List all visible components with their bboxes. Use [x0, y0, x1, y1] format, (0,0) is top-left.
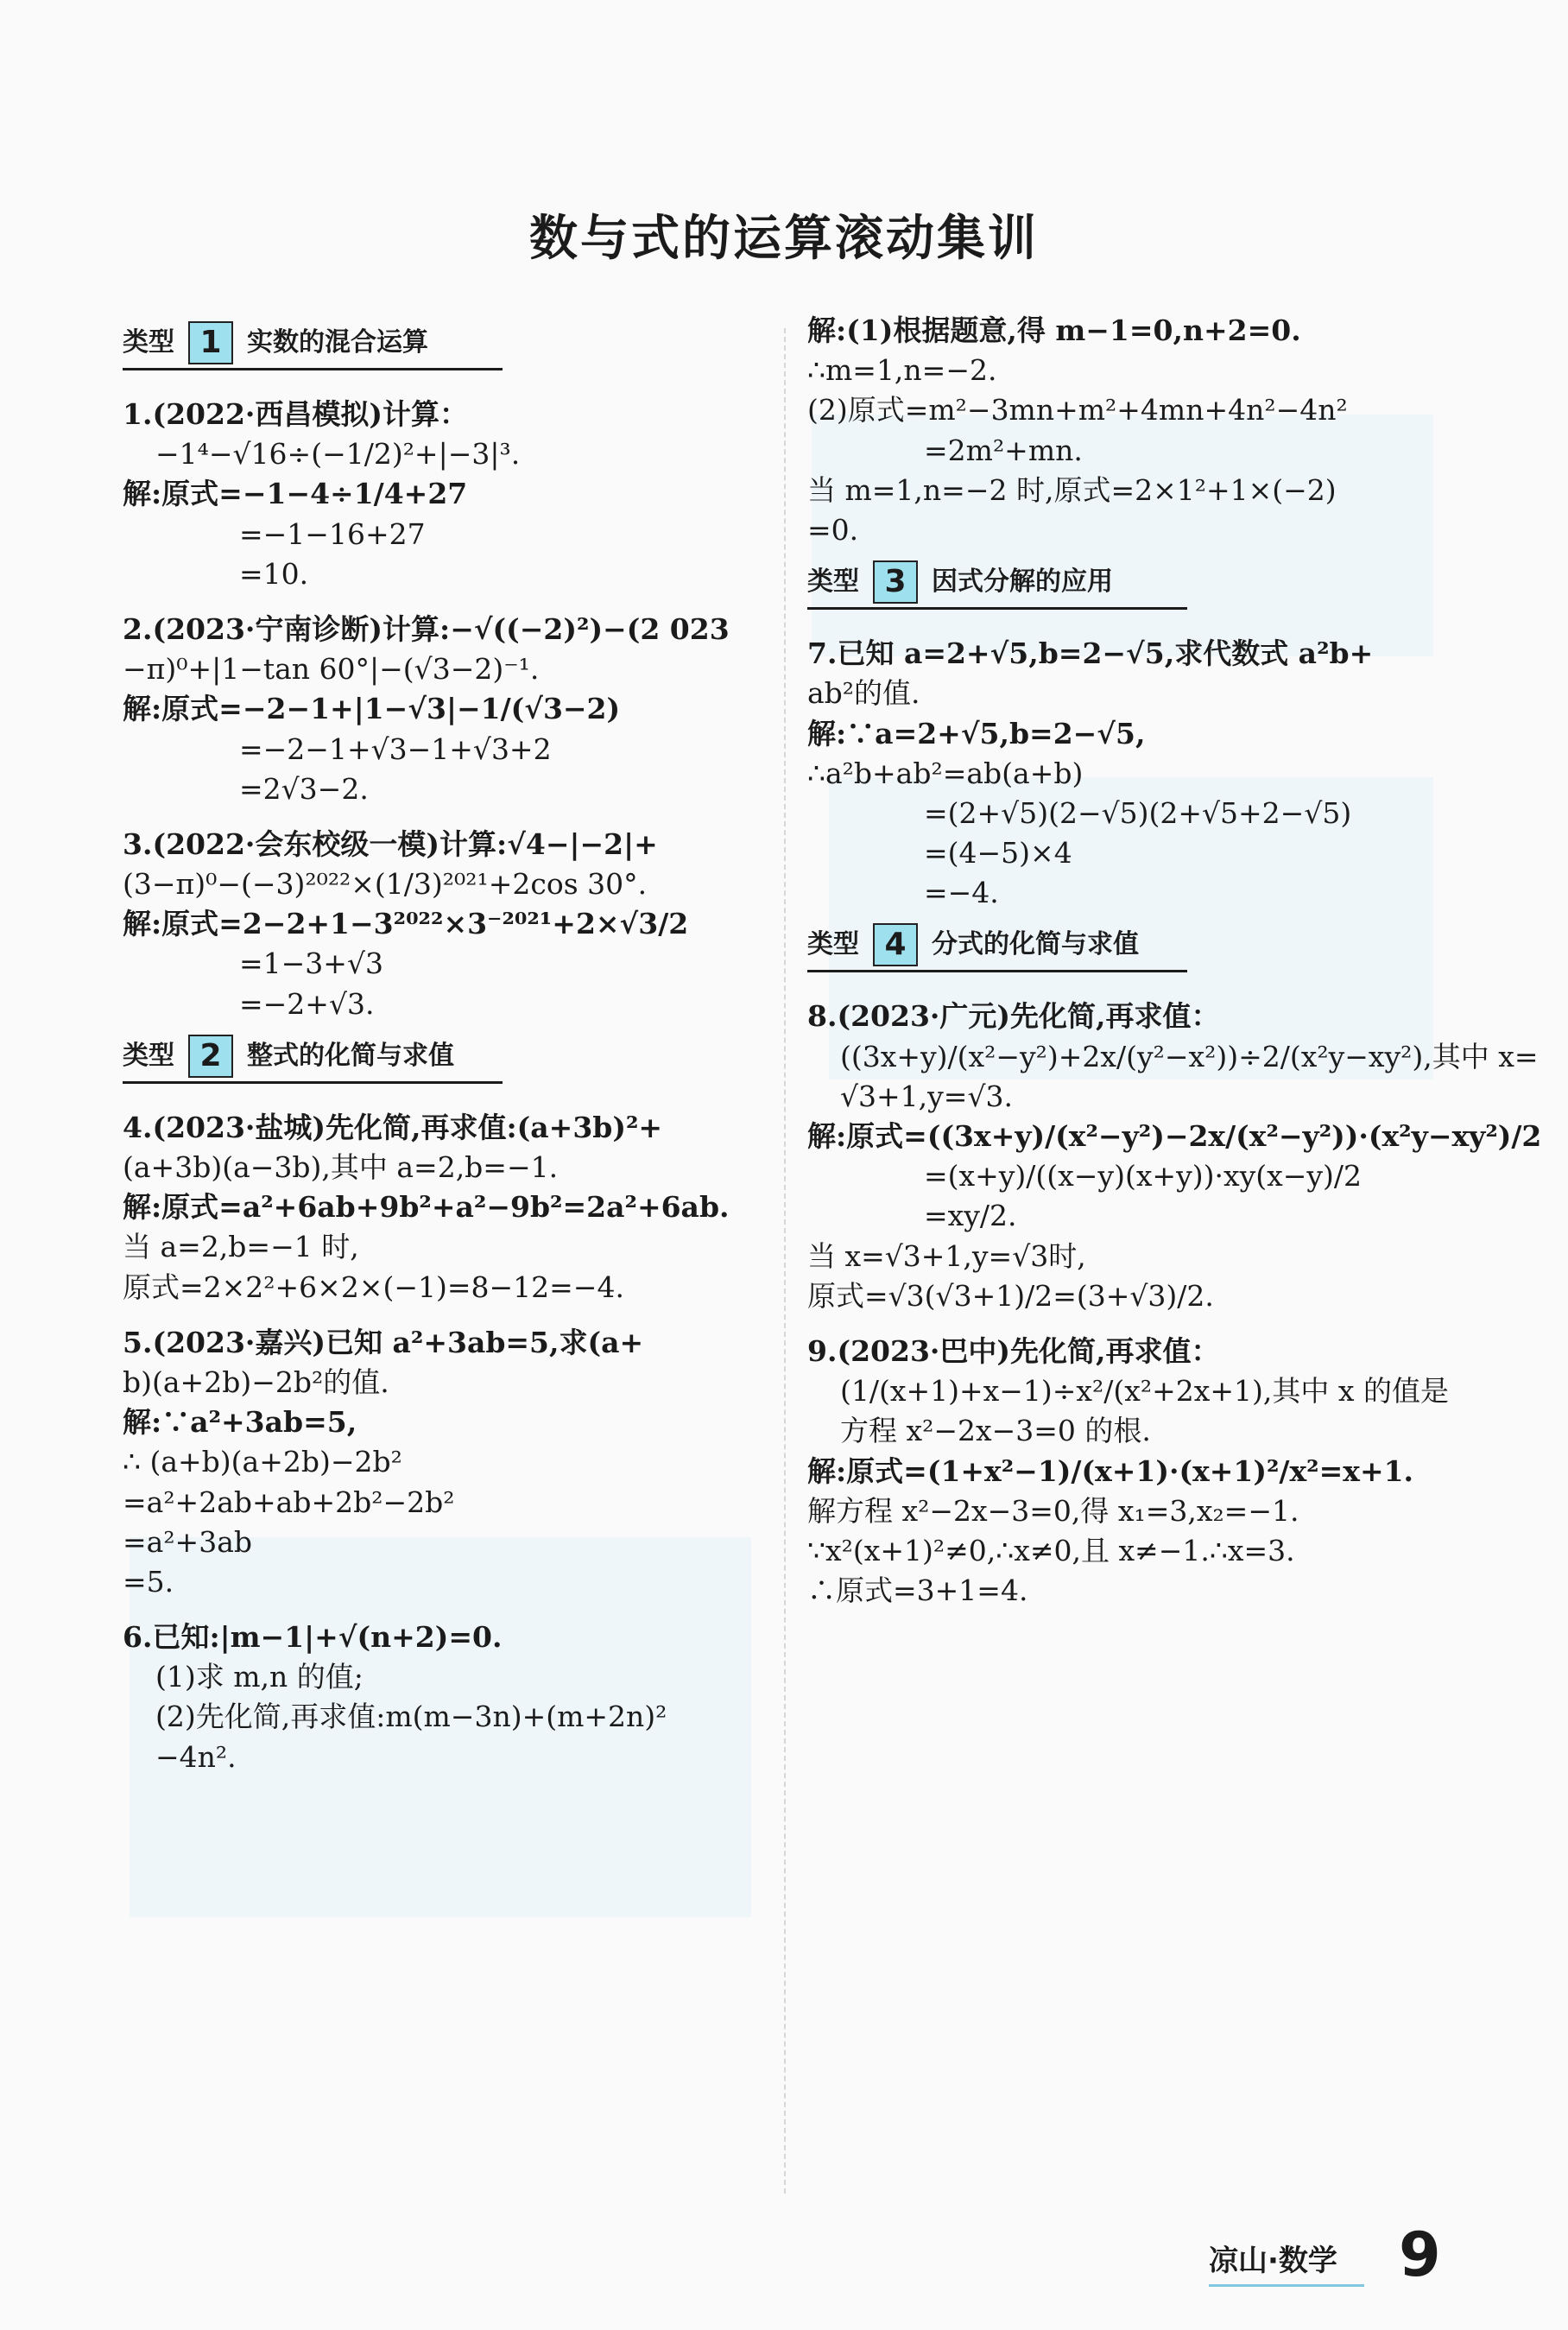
solution-continuation: =1−3+√3 [239, 947, 383, 981]
math-expression: −1⁴−√16÷(−1/2)²+|−3|³. [155, 437, 521, 472]
category-type-label: 类型 [123, 327, 174, 358]
solution-continuation: =−2+√3. [239, 986, 375, 1021]
category-type-label: 类型 [807, 929, 859, 960]
math-expression: (1/(x+1)+x−1)÷x²/(x²+2x+1),其中 x 的值是 [840, 1374, 1449, 1409]
text-line: 解方程 x²−2x−3=0,得 x₁=3,x₂=−1. [807, 1493, 1299, 1528]
text-line: b)(a+2b)−2b²的值. [123, 1364, 389, 1399]
text-line: =a²+3ab [123, 1524, 252, 1559]
category-number-badge: 2 [188, 1035, 233, 1078]
column-divider [784, 328, 786, 2194]
solution-continuation: =2m²+mn. [924, 433, 1083, 467]
page-title: 数与式的运算滚动集训 [529, 211, 1039, 267]
problem-statement: 8.(2023·广元)先化简,再求值： [807, 999, 1220, 1034]
category-heading [807, 560, 1187, 610]
footer-text: 凉山·数学 [1209, 2244, 1337, 2278]
solution-continuation: =2√3−2. [239, 771, 369, 806]
text-line: =0. [807, 512, 859, 547]
problem-statement: 4.(2023·盐城)先化简,再求值:(a+3b)²+ [123, 1110, 663, 1144]
category-number-badge: 4 [873, 923, 918, 966]
category-heading [123, 1035, 503, 1084]
text-line: ∵x²(x+1)²≠0,∴x≠0,且 x≠−1.∴x=3. [807, 1533, 1295, 1567]
page-number: 9 [1399, 2219, 1441, 2290]
text-line: ∴a²b+ab²=ab(a+b) [807, 756, 1084, 790]
text-line: 当 m=1,n=−2 时,原式=2×1²+1×(−2) [807, 472, 1337, 507]
category-heading [807, 923, 1187, 972]
solution-line: 解:原式=2−2+1−3²⁰²²×3⁻²⁰²¹+2×√3/2 [123, 907, 689, 941]
sub-question: (2)先化简,再求值:m(m−3n)+(m+2n)² [155, 1700, 667, 1734]
solution-continuation: =(x+y)/((x−y)(x+y))·xy(x−y)/2 [924, 1159, 1362, 1193]
category-title: 整式的化简与求值 [247, 1040, 454, 1071]
math-expression: ((3x+y)/(x²−y²)+2x/(y²−x²))÷2/(x²y−xy²),其中 x= [840, 1039, 1539, 1073]
footer-underline [1209, 2284, 1364, 2287]
solution-line: 解:原式=(1+x²−1)/(x+1)·(x+1)²/x²=x+1. [807, 1453, 1414, 1488]
right-column [807, 311, 1542, 1611]
solution-line: 解:原式=a²+6ab+9b²+a²−9b²=2a²+6ab. [123, 1190, 730, 1225]
left-column [123, 311, 770, 1777]
text-line: (a+3b)(a−3b),其中 a=2,b=−1. [123, 1150, 559, 1184]
category-number-badge: 3 [873, 560, 918, 604]
category-title: 实数的混合运算 [247, 327, 428, 358]
problem-statement: 6.已知:|m−1|+√(n+2)=0. [123, 1620, 503, 1655]
text-line: −π)⁰+|1−tan 60°|−(√3−2)⁻¹. [123, 652, 540, 687]
problem-statement: 3.(2022·会东校级一模)计算:√4−|−2|+ [123, 826, 658, 861]
category-number-badge: 1 [188, 321, 233, 364]
solution-line: 解:∵a=2+√5,b=2−√5, [807, 716, 1146, 750]
solution-continuation: =−4. [924, 876, 999, 910]
category-title: 因式分解的应用 [932, 567, 1113, 598]
problem-statement: 9.(2023·巴中)先化简,再求值： [807, 1333, 1220, 1368]
category-heading [123, 321, 503, 370]
text-line: ∴ (a+b)(a+2b)−2b² [123, 1445, 402, 1479]
text-line: 原式=√3(√3+1)/2=(3+√3)/2. [807, 1278, 1214, 1313]
category-type-label: 类型 [123, 1040, 174, 1071]
problem-statement: 7.已知 a=2+√5,b=2−√5,求代数式 a²b+ [807, 636, 1374, 671]
text-line: (3−π)⁰−(−3)²⁰²²×(1/3)²⁰²¹+2cos 30°. [123, 867, 648, 902]
sub-question: (1)求 m,n 的值; [155, 1660, 364, 1694]
solution-continuation: =(4−5)×4 [924, 836, 1072, 871]
text-line: =a²+2ab+ab+2b²−2b² [123, 1485, 455, 1519]
text-line: 当 a=2,b=−1 时, [123, 1230, 359, 1264]
text-line: 当 x=√3+1,y=√3时, [807, 1238, 1086, 1273]
category-type-label: 类型 [807, 567, 859, 598]
text-line: ∴原式=3+1=4. [807, 1573, 1028, 1608]
solution-continuation: =(2+√5)(2−√5)(2+√5+2−√5) [924, 795, 1352, 830]
category-title: 分式的化简与求值 [932, 929, 1139, 960]
text-line: (2)原式=m²−3mn+m²+4mn+4n²−4n² [807, 393, 1348, 427]
text-line: ∴m=1,n=−2. [807, 353, 997, 388]
solution-continuation: =−2−1+√3−1+√3+2 [239, 731, 552, 766]
solution-line: 解:∵a²+3ab=5, [123, 1405, 357, 1440]
problem-statement: 1.(2022·西昌模拟)计算： [123, 397, 469, 431]
math-expression: √3+1,y=√3. [840, 1079, 1013, 1113]
problem-statement: 5.(2023·嘉兴)已知 a²+3ab=5,求(a+ [123, 1325, 644, 1359]
solution-continuation: =10. [239, 556, 309, 591]
solution-line: 解:(1)根据题意,得 m−1=0,n+2=0. [807, 313, 1301, 347]
solution-line: 解:原式=−1−4÷1/4+27 [123, 477, 468, 511]
solution-continuation: =−1−16+27 [239, 516, 426, 551]
problem-statement: 2.(2023·宁南诊断)计算:−√((−2)²)−(2 023 [123, 611, 730, 646]
text-line: =5. [123, 1564, 174, 1599]
sub-question-continuation: −4n². [155, 1739, 237, 1774]
text-line: ab²的值. [807, 676, 920, 711]
math-expression: 方程 x²−2x−3=0 的根. [840, 1414, 1151, 1448]
solution-continuation: =xy/2. [924, 1199, 1017, 1233]
solution-line: 解:原式=((3x+y)/(x²−y²)−2x/(x²−y²))·(x²y−xy²)/2 [807, 1119, 1542, 1153]
text-line: 原式=2×2²+6×2×(−1)=8−12=−4. [123, 1269, 624, 1304]
solution-line: 解:原式=−2−1+|1−√3|−1/(√3−2) [123, 692, 621, 726]
